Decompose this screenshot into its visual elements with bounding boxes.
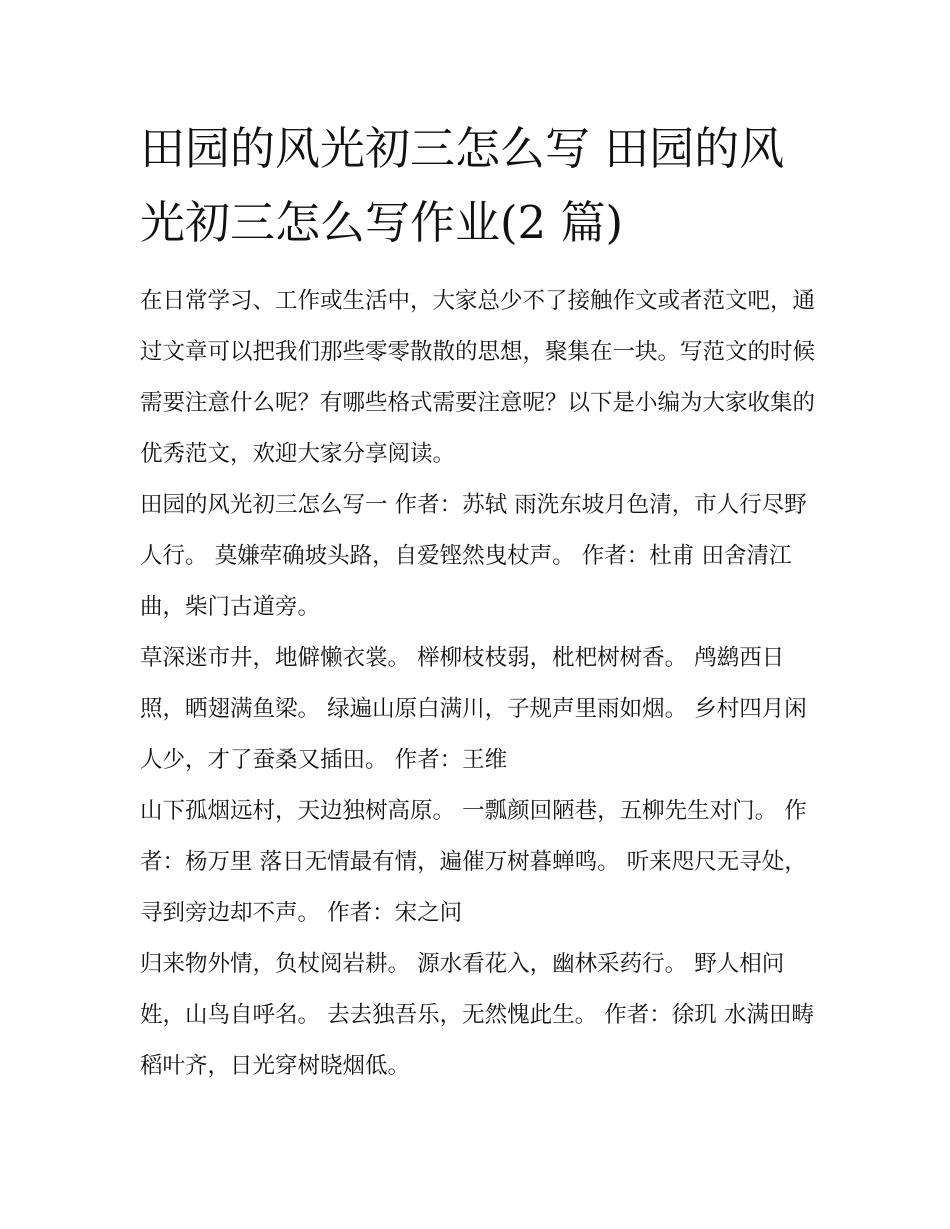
poem-paragraph-3: 山下孤烟远村，天边独树高原。 一瓢颜回陋巷，五柳先生对门。 作者：杨万里 落日无情最有情，遍催万树暮蝉鸣。 听来咫尺无寻处，寻到旁边却不声。 作者：宋之问 bbox=[140, 798, 807, 926]
poem-paragraph-2: 草深迷市井，地僻懒衣裳。 榉柳枝枝弱，枇杷树树香。 鸬鹚西日照，晒翅满鱼梁。 绿遍山原白满川，子规声里雨如烟。 乡村四月闲人少，才了蚕桑又插田。 作者：王维 bbox=[140, 645, 807, 773]
poem-paragraph-4: 归来物外情，负杖阅岩耕。 源水看花入，幽林采药行。 野人相问姓，山鸟自呼名。 去去独吾乐，无然愧此生。 作者：徐玑 水满田畴稻叶齐，日光穿树晓烟低。 bbox=[140, 951, 814, 1079]
poem-paragraph-1: 田园的风光初三怎么写一 作者：苏轼 雨洗东坡月色清，市人行尽野人行。 莫嫌荦确坡头路，自爱铿然曳杖声。 作者：杜甫 田舍清江曲，柴门古道旁。 bbox=[140, 492, 807, 620]
document-body bbox=[140, 276, 820, 1092]
intro-paragraph: 在日常学习、工作或生活中，大家总少不了接触作文或者范文吧，通过文章可以把我们那些零零散散的思想，聚集在一块。写范文的时候需要注意什么呢？有哪些格式需要注意呢？以下是小编为大家收集的优秀范文，欢迎大家分享阅读。 bbox=[140, 288, 816, 467]
document-title: 田园的风光初三怎么写 田园的风光初三怎么写作业(2 篇) bbox=[140, 122, 785, 249]
